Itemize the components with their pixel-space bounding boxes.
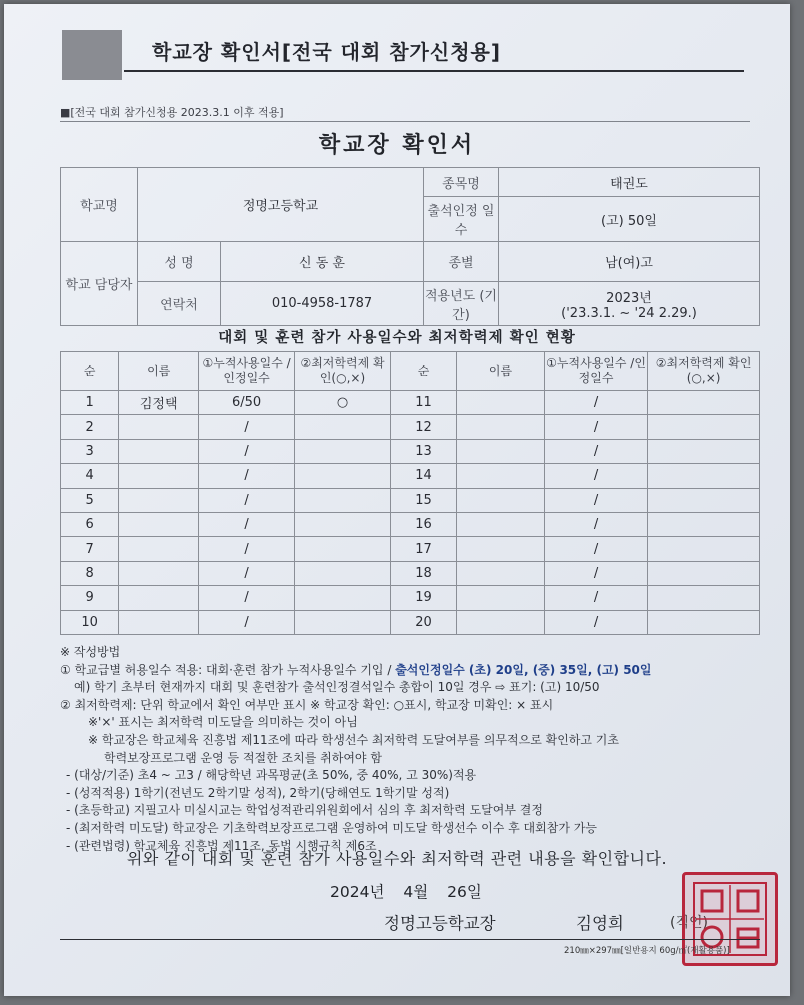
- note-line-9: - (초등학교) 지필고사 미실시교는 학업성적관리위원회에서 심의 후 최저학력 도달여부 결정: [66, 803, 543, 818]
- days-used-cell: /: [544, 610, 647, 634]
- student-name-cell: [119, 512, 199, 536]
- days-used-cell: /: [544, 488, 647, 512]
- notes-heading: ※ 작성방법: [60, 645, 121, 659]
- note-rule: [60, 121, 750, 122]
- academic-check-cell: [295, 439, 391, 463]
- academic-check-cell: [295, 512, 391, 536]
- note-line-5: ※ 학교장은 학교체육 진흥법 제11조에 따라 학생선수 최저학력 도달여부를 의무적으로 확인하고 기초: [88, 732, 619, 747]
- days-used-cell: /: [199, 415, 295, 439]
- student-name-cell: [119, 464, 199, 488]
- row-number-cell: 11: [390, 391, 456, 415]
- student-name-cell: [457, 391, 545, 415]
- document-header-title: 학교장 확인서[전국 대회 참가신청용]: [152, 40, 501, 64]
- student-name-cell: [119, 439, 199, 463]
- student-name-cell: [457, 439, 545, 463]
- days-used-cell: /: [199, 586, 295, 610]
- note-line-1-highlight: 출석인정일수 (초) 20일, (중) 35일, (고) 50일: [395, 662, 652, 677]
- paper-size-note: 210㎜×297㎜[일반용지 60g/㎡(재활용품)]: [564, 946, 730, 956]
- student-name-cell: [457, 561, 545, 585]
- row-number-cell: 18: [390, 561, 456, 585]
- row-number-cell: 7: [61, 537, 119, 561]
- academic-check-cell: [648, 439, 760, 463]
- issue-date: 2024년 4월 26일: [330, 883, 482, 901]
- days-used-cell: /: [544, 512, 647, 536]
- row-number-cell: 4: [61, 464, 119, 488]
- student-name-cell: [457, 464, 545, 488]
- row-number-cell: 8: [61, 561, 119, 585]
- student-name-cell: [457, 586, 545, 610]
- student-name-cell: [457, 512, 545, 536]
- period-value: ('23.3.1. ~ '24 2.29.): [561, 305, 697, 321]
- row-number-cell: 19: [390, 586, 456, 610]
- days-used-cell: 6/50: [199, 391, 295, 415]
- row-number-cell: 6: [61, 512, 119, 536]
- row-number-cell: 10: [61, 610, 119, 634]
- section-title: 대회 및 훈련 참가 사용일수와 최저학력제 확인 현황: [218, 330, 576, 346]
- table-row: [61, 561, 760, 585]
- event-value: 태권도: [499, 168, 760, 197]
- days-used-cell: /: [544, 464, 647, 488]
- year-value: 2023년: [606, 290, 652, 306]
- academic-check-cell: [648, 415, 760, 439]
- note-line-10: - (최저학력 미도달) 학교장은 기초학력보장프로그램 운영하여 미도달 학생선수 이수 후 대회참가 가능: [66, 820, 597, 835]
- academic-check-cell: [648, 537, 760, 561]
- days-used-cell: /: [544, 391, 647, 415]
- student-name-cell: [119, 537, 199, 561]
- student-name-cell: [119, 561, 199, 585]
- table-header-row: [61, 352, 760, 391]
- academic-check-cell: [295, 464, 391, 488]
- header-check: ②최저학력제 확인(○,×): [295, 352, 391, 391]
- row-number-cell: 3: [61, 439, 119, 463]
- year-label: 적용년도 (기간): [424, 282, 499, 326]
- student-name-cell: [457, 610, 545, 634]
- contact-value: 010-4958-1787: [221, 282, 424, 326]
- event-label: 종목명: [424, 168, 499, 197]
- row-number-cell: 9: [61, 586, 119, 610]
- days-used-cell: /: [544, 439, 647, 463]
- header-name: 이름: [119, 352, 199, 391]
- academic-check-cell: [648, 488, 760, 512]
- note-line-1-text: ① 학교급별 허용일수 적용: 대회·훈련 참가 누적사용일수 기입 /: [60, 662, 396, 677]
- confirmation-statement: 위와 같이 대회 및 훈련 참가 사용일수와 최저학력 관련 내용을 확인합니다.: [126, 849, 668, 868]
- student-name-cell: [119, 488, 199, 512]
- table-row: [61, 610, 760, 634]
- academic-check-cell: [648, 586, 760, 610]
- row-number-cell: 1: [61, 391, 119, 415]
- form-title: 학교장 확인서: [318, 133, 476, 158]
- header-days: ①누적사용일수 /인정일수: [199, 352, 295, 391]
- note-line-2: 예) 학기 초부터 현재까지 대회 및 훈련참가 출석인정결석일수 총합이 10일 경우 ⇨ 표기: (고) 10/50: [74, 680, 600, 695]
- name-value: 신 동 훈: [221, 242, 424, 282]
- days-value: (고) 50일: [499, 197, 760, 242]
- note-line-7: - (대상/기준) 초4 ~ 고3 / 해당학년 과목평균(초 50%, 중 40%, 고 30%)적용: [66, 768, 477, 783]
- header-check-2: ②최저학력제 확인(○,×): [648, 352, 760, 391]
- academic-check-cell: [295, 561, 391, 585]
- contact-label: 연락처: [138, 282, 221, 326]
- header-rule: [124, 70, 744, 72]
- note-line-4: ※'×' 표시는 최저학력 미도달을 의미하는 것이 아님: [88, 715, 358, 730]
- table-row: [61, 415, 760, 439]
- days-used-cell: /: [199, 537, 295, 561]
- student-name-cell: [457, 537, 545, 561]
- document-page: [4, 4, 790, 996]
- applicability-note: ■[전국 대회 참가신청용 2023.3.1 이후 적용]: [60, 106, 284, 119]
- principal-name: 김영희: [576, 914, 624, 933]
- header-no-2: 순: [390, 352, 456, 391]
- academic-check-cell: [295, 610, 391, 634]
- school-value: 정명고등학교: [138, 168, 424, 242]
- name-label: 성 명: [138, 242, 221, 282]
- row-number-cell: 17: [390, 537, 456, 561]
- academic-check-cell: [648, 512, 760, 536]
- row-number-cell: 16: [390, 512, 456, 536]
- table-row: [61, 464, 760, 488]
- manager-label: 학교 담당자: [61, 242, 138, 326]
- days-used-cell: /: [199, 512, 295, 536]
- row-number-cell: 15: [390, 488, 456, 512]
- school-label: 학교명: [61, 168, 138, 242]
- usage-table: [60, 351, 760, 635]
- student-name-cell: [457, 488, 545, 512]
- header-days-2: ①누적사용일수 /인정일수: [544, 352, 647, 391]
- table-row: [61, 391, 760, 415]
- signer-title: 정명고등학교장: [384, 914, 496, 933]
- student-name-cell: [119, 415, 199, 439]
- table-row: [61, 537, 760, 561]
- note-line-1: [60, 662, 780, 680]
- table-row: [61, 488, 760, 512]
- bottom-rule: [60, 939, 760, 940]
- gender-value: 남(여)고: [499, 242, 760, 282]
- academic-check-cell: [295, 586, 391, 610]
- note-line-6: 학력보장프로그램 운영 등 적절한 조치를 취하여야 함: [104, 750, 382, 765]
- row-number-cell: 5: [61, 488, 119, 512]
- student-name-cell: [119, 610, 199, 634]
- academic-check-cell: [295, 415, 391, 439]
- school-info-table: [60, 167, 760, 326]
- year-cell: [499, 282, 760, 326]
- days-used-cell: /: [199, 610, 295, 634]
- header-gray-block: [62, 30, 122, 80]
- student-name-cell: [119, 586, 199, 610]
- days-used-cell: /: [199, 561, 295, 585]
- academic-check-cell: [648, 464, 760, 488]
- days-used-cell: /: [199, 439, 295, 463]
- academic-check-cell: [648, 391, 760, 415]
- header-no: 순: [61, 352, 119, 391]
- row-number-cell: 14: [390, 464, 456, 488]
- academic-check-cell: [295, 488, 391, 512]
- row-number-cell: 12: [390, 415, 456, 439]
- days-used-cell: /: [199, 464, 295, 488]
- row-number-cell: 13: [390, 439, 456, 463]
- table-row: [61, 586, 760, 610]
- days-used-cell: /: [544, 586, 647, 610]
- student-name-cell: 김정택: [119, 391, 199, 415]
- academic-check-cell: [648, 561, 760, 585]
- row-number-cell: 20: [390, 610, 456, 634]
- table-row: [61, 439, 760, 463]
- academic-check-cell: [295, 537, 391, 561]
- note-line-11: - (관련법령) 학교체육 진흥법 제11조, 동법 시행규칙 제6조: [66, 838, 377, 853]
- days-used-cell: /: [544, 415, 647, 439]
- academic-check-cell: [648, 610, 760, 634]
- student-name-cell: [457, 415, 545, 439]
- note-line-3: ② 최저학력제: 단위 학교에서 확인 여부만 표시 ※ 학교장 확인: ○표시, 학교장 미확인: × 표시: [60, 697, 554, 712]
- table-row: [61, 512, 760, 536]
- gender-label: 종별: [424, 242, 499, 282]
- days-used-cell: /: [544, 561, 647, 585]
- seal-placeholder: (직인): [670, 915, 708, 931]
- instructions: [60, 644, 780, 855]
- row-number-cell: 2: [61, 415, 119, 439]
- note-line-8: - (성적적용) 1학기(전년도 2학기말 성적), 2학기(당해연도 1학기말 성적): [66, 785, 450, 800]
- header-name-2: 이름: [457, 352, 545, 391]
- days-used-cell: /: [199, 488, 295, 512]
- academic-check-cell: ○: [295, 391, 391, 415]
- days-label: 출석인정 일수: [424, 197, 499, 242]
- days-used-cell: /: [544, 537, 647, 561]
